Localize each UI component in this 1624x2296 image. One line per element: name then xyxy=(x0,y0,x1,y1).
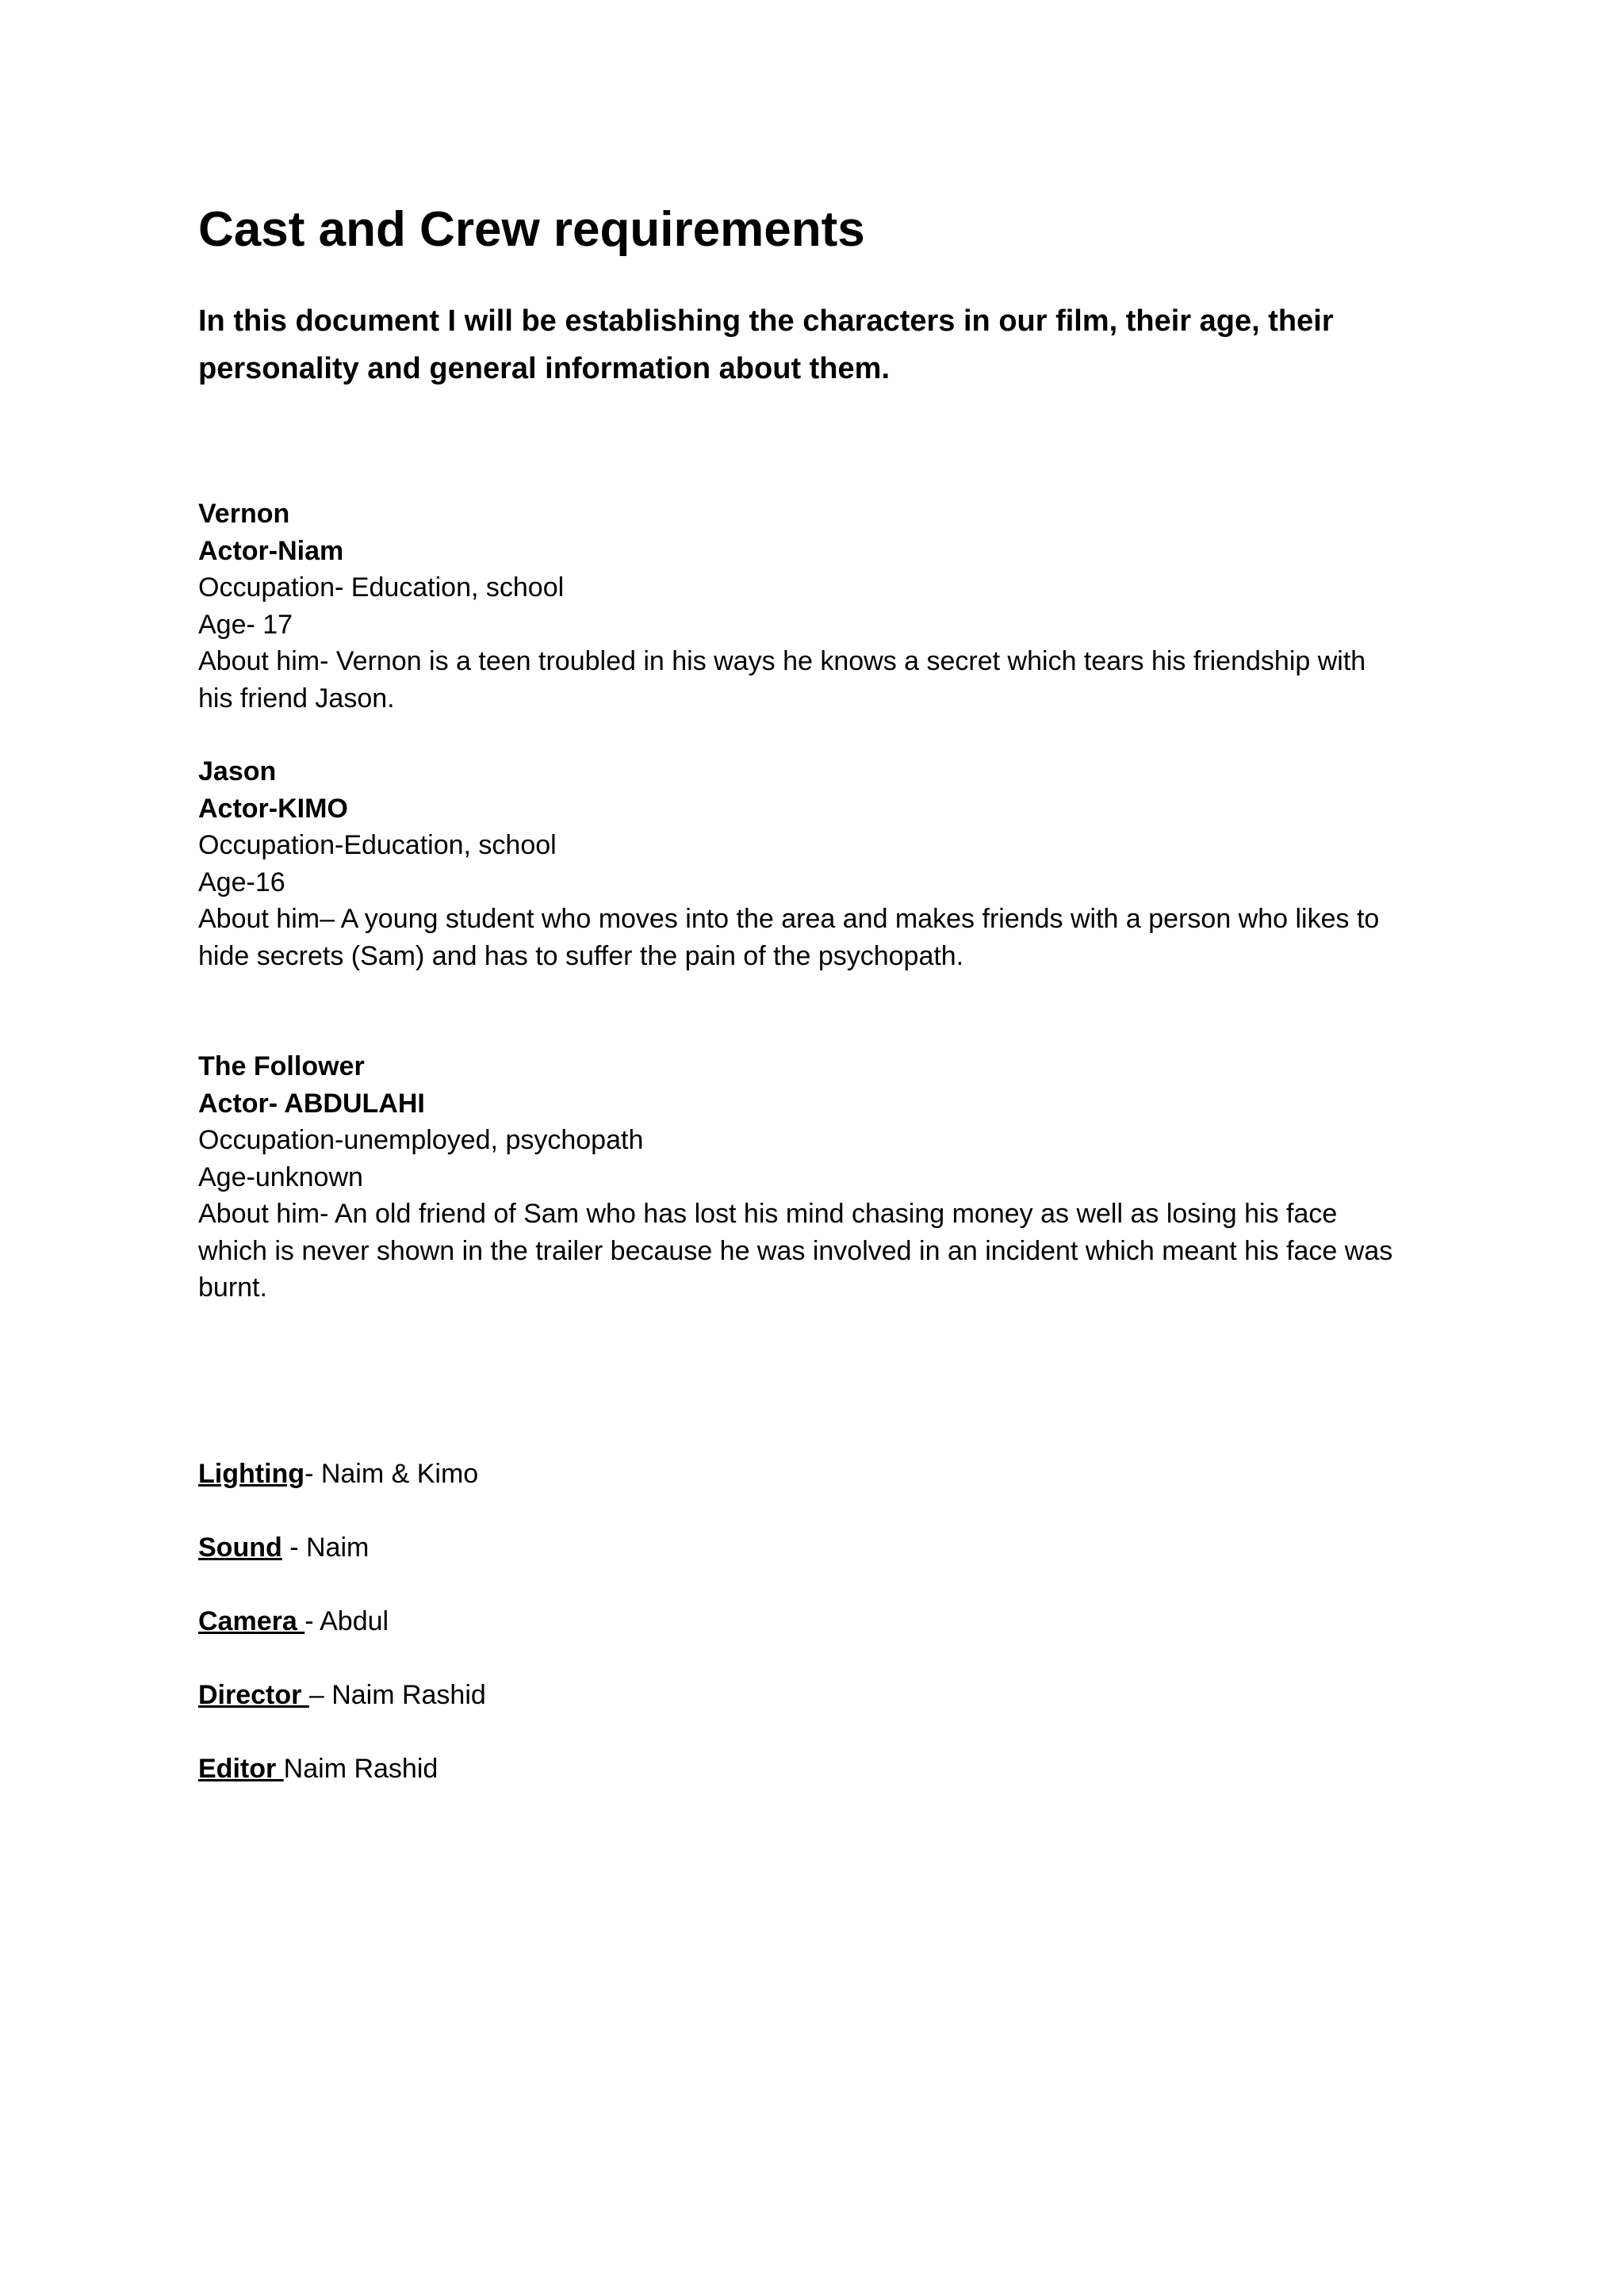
crew-role: Sound xyxy=(198,1533,282,1563)
character-about: hide secrets (Sam) and has to suffer the pain of the psychopath. xyxy=(198,940,964,971)
character-occupation: Occupation- Education, school xyxy=(198,572,565,603)
character-actor: Actor-KIMO xyxy=(198,793,348,824)
character-about: burnt. xyxy=(198,1272,267,1303)
character-about: About him- Vernon is a teen troubled in his ways he knows a secret which tears his friendship with xyxy=(198,646,1366,676)
crew-sound xyxy=(198,1529,369,1567)
crew-lighting xyxy=(198,1456,478,1493)
character-age: Age-unknown xyxy=(198,1161,363,1192)
character-occupation: Occupation-unemployed, psychopath xyxy=(198,1125,644,1155)
character-jason xyxy=(198,753,1467,974)
crew-separator: - xyxy=(304,1606,320,1636)
crew-role: Lighting xyxy=(198,1459,305,1489)
character-the-follower xyxy=(198,1048,1467,1307)
character-about: which is never shown in the trailer because he was involved in an incident which meant his face was xyxy=(198,1235,1393,1266)
crew-role: Director xyxy=(198,1680,309,1710)
crew-role: Camera xyxy=(198,1606,305,1636)
character-age: Age-16 xyxy=(198,867,285,897)
crew-member: Abdul xyxy=(320,1606,389,1636)
character-about: About him– A young student who moves into the area and makes friends with a person who likes to xyxy=(198,904,1380,934)
character-about: About him- An old friend of Sam who has lost his mind chasing money as well as losing his face xyxy=(198,1199,1338,1229)
crew-member: Naim Rashid xyxy=(331,1680,486,1710)
document-title: Cast and Crew requirements xyxy=(198,202,865,257)
crew-separator: - xyxy=(282,1533,306,1563)
intro-line: In this document I will be establishing the characters in our film, their age, their xyxy=(198,304,1334,338)
crew-director xyxy=(198,1677,486,1714)
crew-member: Naim xyxy=(305,1533,370,1563)
character-name: Jason xyxy=(198,756,277,786)
intro-line: personality and general information about them. xyxy=(198,352,890,385)
character-vernon xyxy=(198,496,1467,717)
crew-member: Naim & Kimo xyxy=(320,1459,479,1489)
intro-paragraph xyxy=(198,297,1467,392)
character-age: Age- 17 xyxy=(198,609,293,640)
crew-separator: - xyxy=(304,1459,321,1489)
character-name: Vernon xyxy=(198,499,290,529)
character-actor: Actor- ABDULAHI xyxy=(198,1088,425,1119)
crew-role: Editor xyxy=(198,1754,284,1784)
character-name: The Follower xyxy=(198,1051,365,1081)
crew-separator: – xyxy=(308,1680,332,1710)
character-about: his friend Jason. xyxy=(198,683,395,714)
crew-member: Naim Rashid xyxy=(283,1754,439,1784)
crew-camera xyxy=(198,1603,389,1640)
character-occupation: Occupation-Education, school xyxy=(198,830,557,860)
character-actor: Actor-Niam xyxy=(198,535,344,566)
crew-editor xyxy=(198,1751,438,1788)
